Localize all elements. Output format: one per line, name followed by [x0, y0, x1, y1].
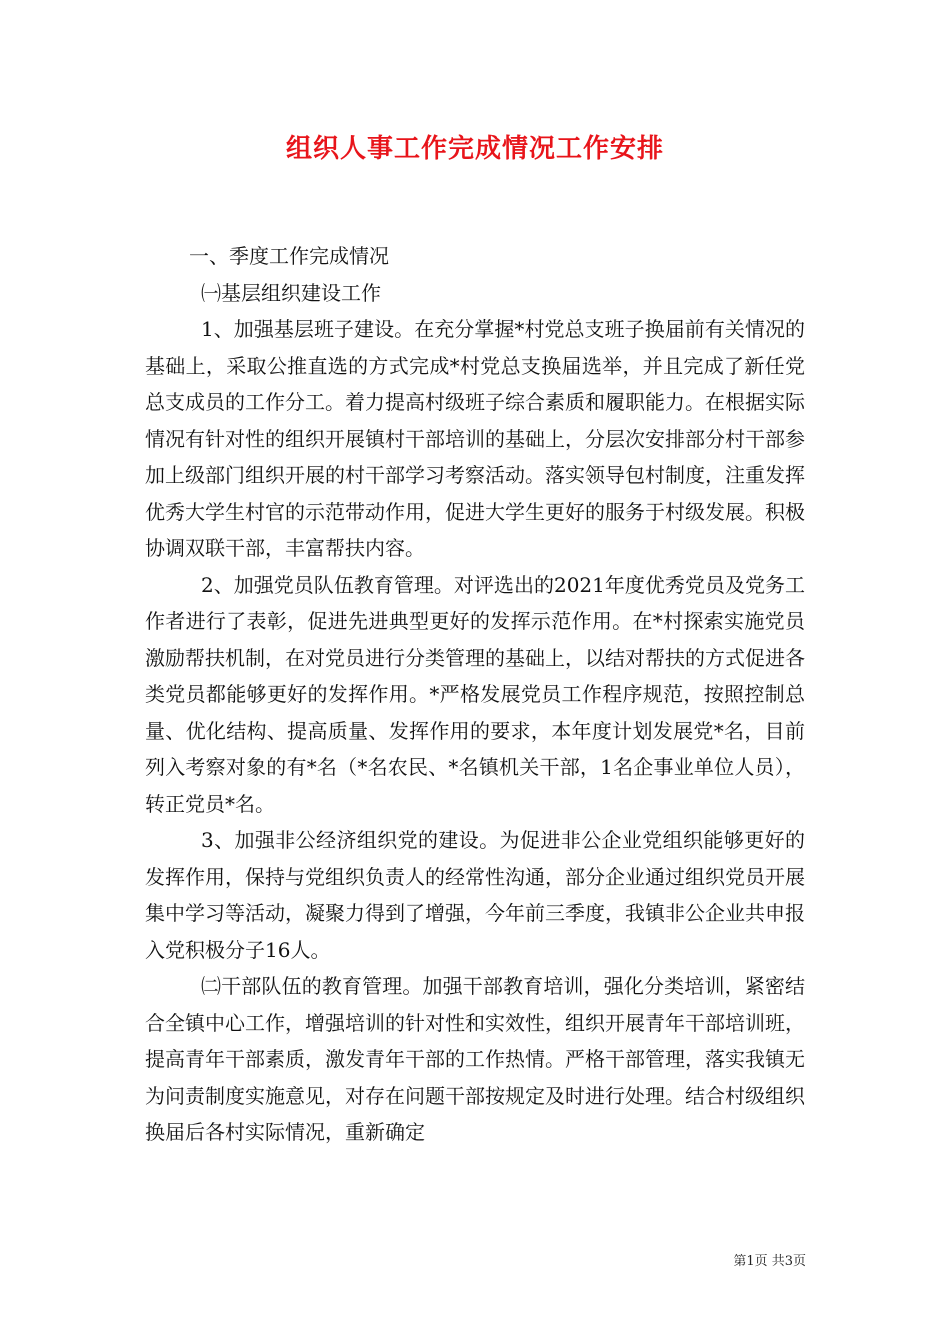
paragraph-1: 1、加强基层班子建设。在充分掌握*村党总支班子换届前有关情况的基础上，采取公推直选的方式完成*村党总支换届选举，并且完成了新任党总支成员的工作分工。着力提高村级班子综合素质和履职能力。在根据实际情况有针对性的组织开展镇村干部培训的基础上，分层次安排部分村干部参加上级部门组织开展的村干部学习考察活动。落实领导包村制度，注重发挥优秀大学生村官的示范带动作用，促进大学生更好的服务于村级发展。积极协调双联干部，丰富帮扶内容。 — [145, 317, 805, 560]
subsection-heading: ㈠基层组织建设工作 — [201, 280, 381, 305]
document-body — [145, 238, 805, 1151]
paragraph-2: 2、加强党员队伍教育管理。对评选出的2021年度优秀党员及党务工作者进行了表彰，促进先进典型更好的发挥示范作用。在*村探索实施党员激励帮扶机制，在对党员进行分类管理的基础上，以结对帮扶的方式促进各类党员都能够更好的发挥作用。*严格发展党员工作程序规范，按照控制总量、优化结构、提高质量、发挥作用的要求，本年度计划发展党*名，目前列入考察对象的有*名（*名农民、*名镇机关干部，1名企事业单位人员），转正党员*名。 — [145, 572, 805, 816]
section-heading: 一、季度工作完成情况 — [189, 244, 389, 268]
document-title: 组织人事工作完成情况工作安排 — [285, 134, 664, 164]
paragraph-3: 3、加强非公经济组织党的建设。为促进非公企业党组织能够更好的发挥作用，保持与党组织负责人的经常性沟通，部分企业通过组织党员开展集中学习等活动，凝聚力得到了增强，今年前三季度，我镇非公企业共申报入党积极分子16人。 — [145, 828, 805, 962]
page-number-footer: 第1页 共3页 — [733, 1254, 806, 1269]
paragraph-4: ㈡干部队伍的教育管理。加强干部教育培训，强化分类培训，紧密结合全镇中心工作，增强培训的针对性和实效性，组织开展青年干部培训班，提高青年干部素质，激发青年干部的工作热情。严格干部管理，落实我镇无为问责制度实施意见，对存在问题干部按规定及时进行处理。结合村级组织换届后各村实际情况，重新确定 — [145, 974, 805, 1144]
